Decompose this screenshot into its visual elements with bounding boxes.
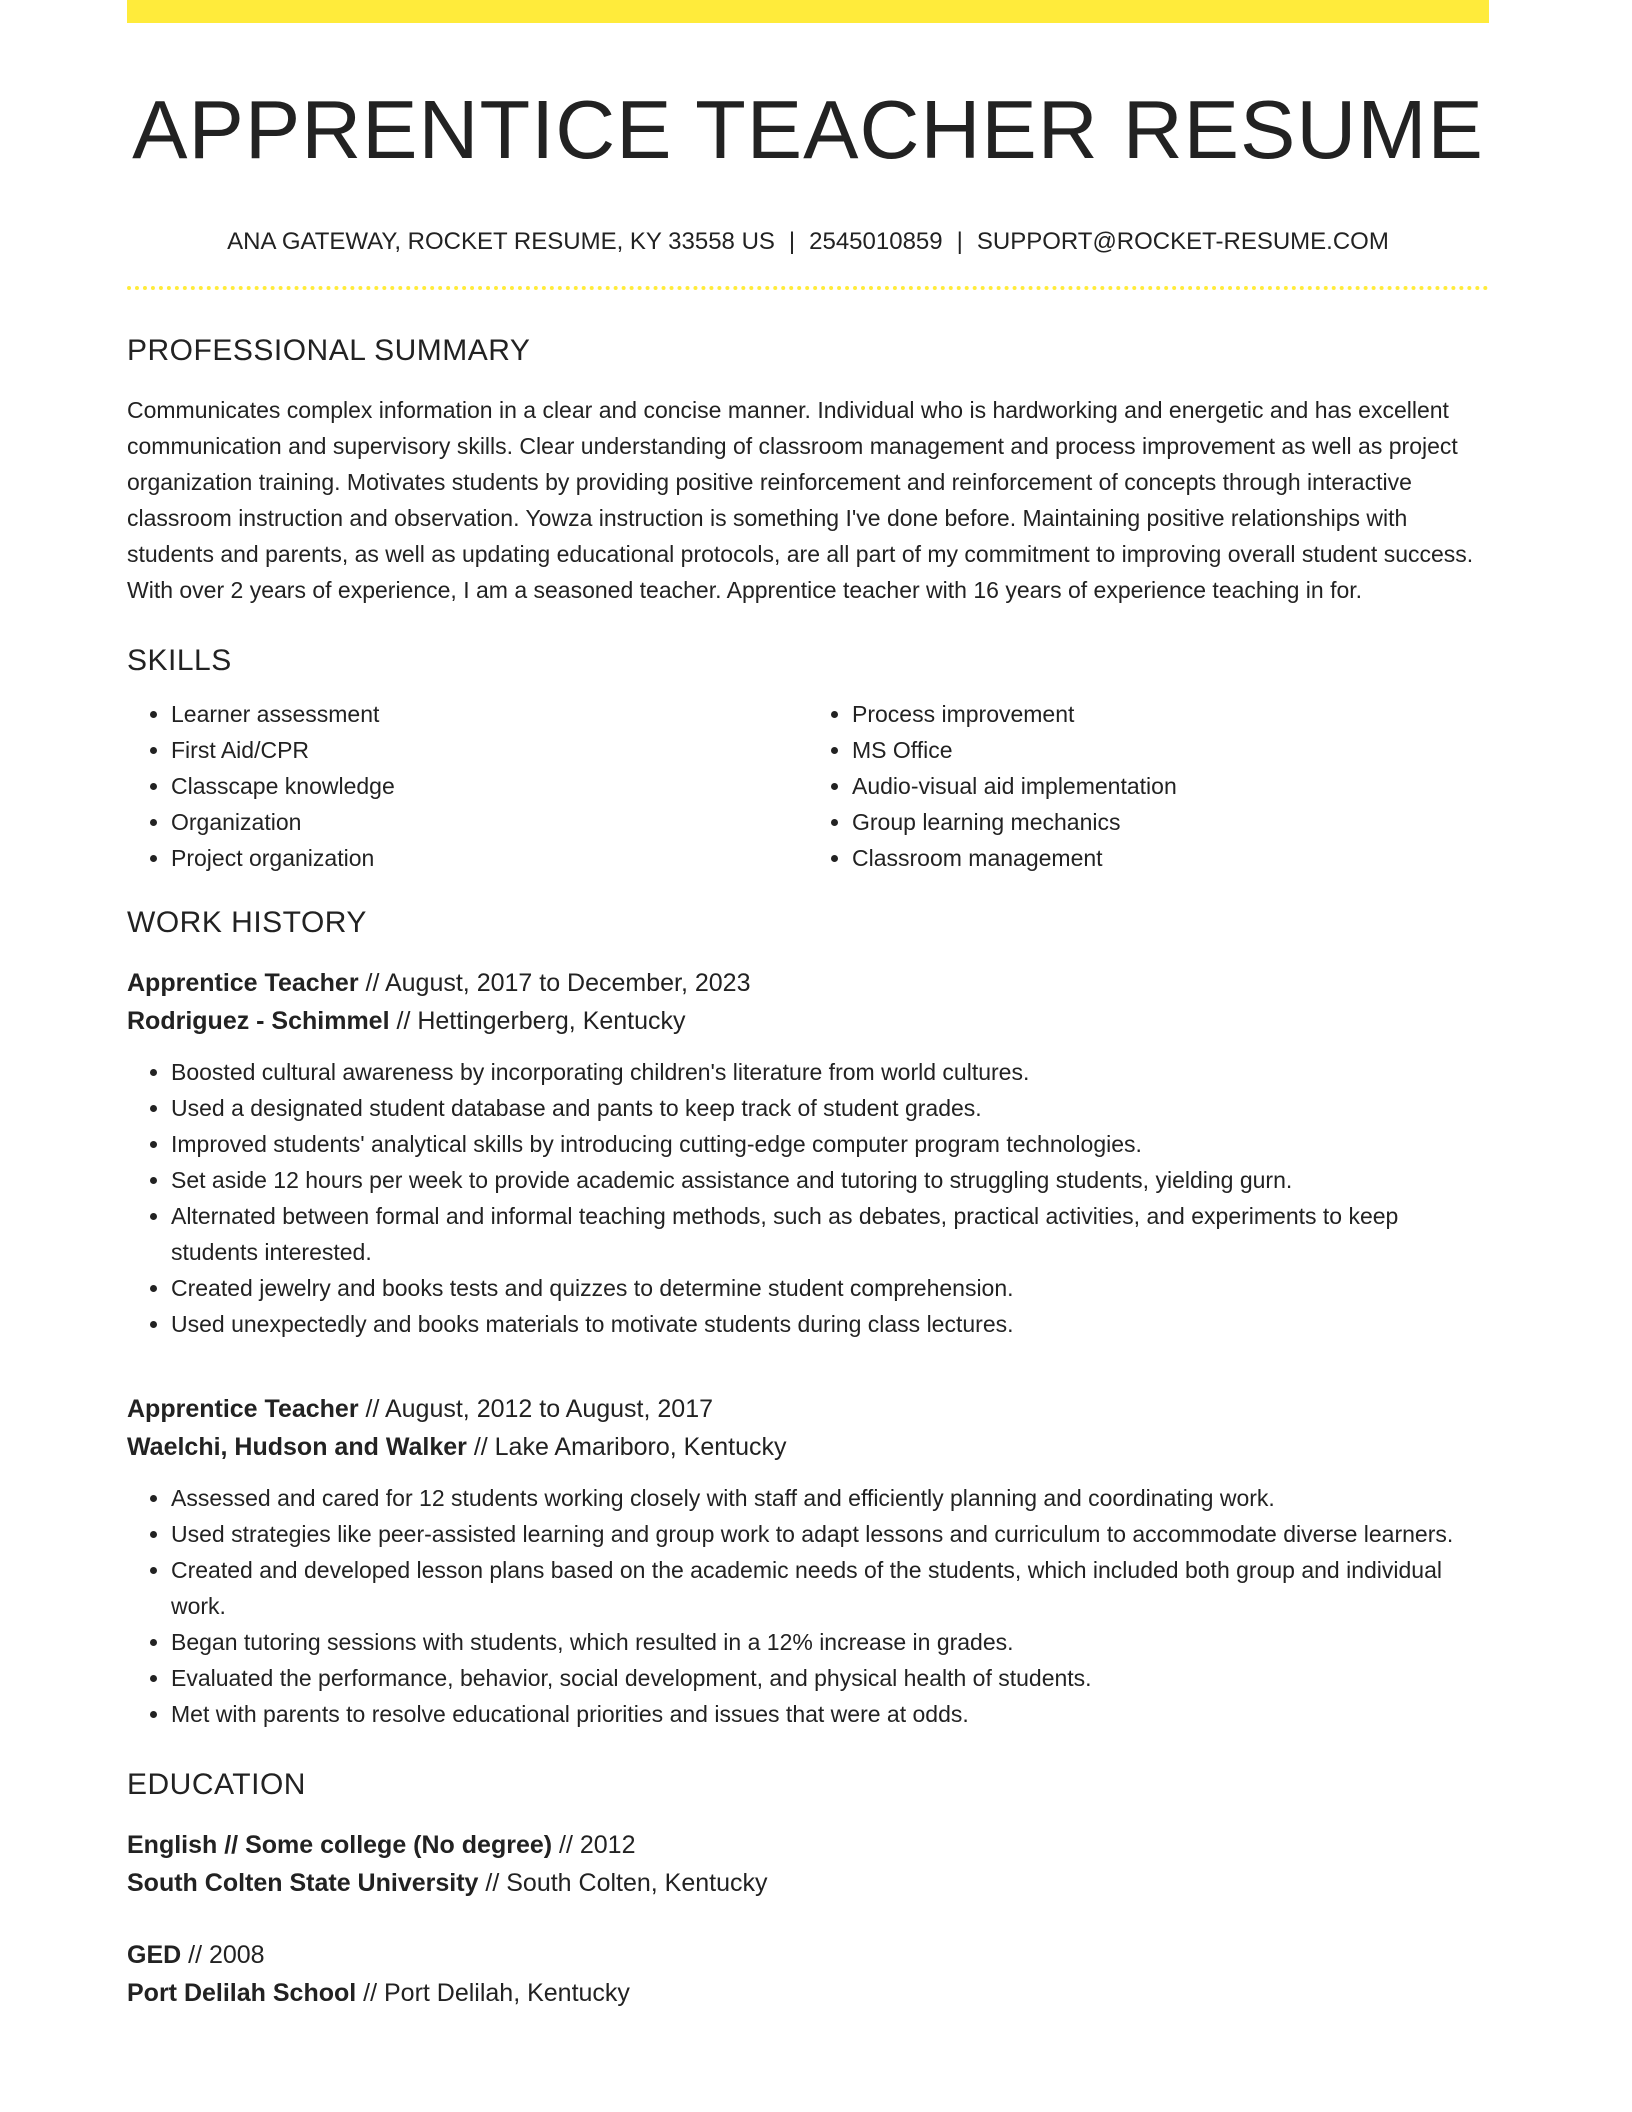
skills-list-left	[127, 696, 808, 876]
job-bullet: • Used unexpectedly and books materials to motivate students during class lectures.	[171, 1306, 1489, 1342]
skills-heading: SKILLS	[127, 643, 232, 677]
resume-title: APPRENTICE TEACHER RESUME	[132, 83, 1484, 176]
job-entry	[127, 1390, 1489, 1732]
contact-line	[127, 228, 1489, 256]
education-location: // South Colten, Kentucky	[478, 1868, 768, 1897]
resume-page	[127, 0, 1489, 2012]
skill-item: • Group learning mechanics	[852, 804, 1489, 840]
education-location: // Port Delilah, Kentucky	[356, 1978, 630, 2007]
work-history-heading: WORK HISTORY	[127, 905, 367, 939]
education-year: // 2012	[552, 1830, 636, 1859]
skill-item: • Classroom management	[852, 840, 1489, 876]
job-company: Rodriguez - Schimmel	[127, 1006, 390, 1035]
job-title-line	[127, 964, 1489, 1002]
education-school: Port Delilah School	[127, 1978, 357, 2007]
job-location: // Hettingerberg, Kentucky	[389, 1006, 686, 1035]
job-bullet: • Met with parents to resolve educational priorities and issues that were at odds.	[171, 1696, 1489, 1732]
skill-item: • MS Office	[852, 732, 1489, 768]
job-bullet: • Evaluated the performance, behavior, social development, and physical health of students.	[171, 1660, 1489, 1696]
job-bullet: • Created jewelry and books tests and quizzes to determine student comprehension.	[171, 1270, 1489, 1306]
skill-item: • Learner assessment	[171, 696, 808, 732]
education-entry	[127, 1826, 1489, 1902]
skill-item: • First Aid/CPR	[171, 732, 808, 768]
job-dates: // August, 2017 to December, 2023	[358, 968, 751, 997]
job-bullets	[127, 1480, 1489, 1732]
summary-text: Communicates complex information in a clear and concise manner. Individual who is hardworking and energetic and has excellent communication and supervisory skills. Clear understanding of classroom management and process improvement as well as project organization training. Motivates students by providing positive reinforcement and reinforcement of concepts through interactive classroom instruction and observation. Yowza instruction is something I've done before. Maintaining positive relationships with students and parents, as well as updating educational protocols, are all part of my commitment to improving overall student success. With over 2 years of experience, I am a seasoned teacher. Apprentice teacher with 16 years of experience teaching in for.	[127, 396, 1474, 603]
job-bullet: • Assessed and cared for 12 students working closely with staff and efficiently planning and coordinating work.	[171, 1480, 1489, 1516]
education-degree: GED	[127, 1940, 182, 1969]
education-school-line	[127, 1864, 1489, 1902]
job-bullet: • Used strategies like peer-assisted learning and group work to adapt lessons and curriculum to accommodate diverse learners.	[171, 1516, 1489, 1552]
skill-item: • Process improvement	[852, 696, 1489, 732]
contact-address: ANA GATEWAY, ROCKET RESUME, KY 33558 US	[227, 227, 775, 255]
contact-separator: |	[956, 227, 963, 255]
skill-item: • Organization	[171, 804, 808, 840]
skill-item: • Audio-visual aid implementation	[852, 768, 1489, 804]
job-title-line	[127, 1390, 1489, 1428]
contact-phone[interactable]: 2545010859	[809, 227, 943, 255]
job-title: Apprentice Teacher	[127, 1394, 359, 1423]
job-company: Waelchi, Hudson and Walker	[127, 1432, 467, 1461]
job-bullet: • Used a designated student database and pants to keep track of student grades.	[171, 1090, 1489, 1126]
education-degree-line	[127, 1826, 1489, 1864]
job-location: // Lake Amariboro, Kentucky	[466, 1432, 787, 1461]
contact-separator: |	[788, 227, 796, 255]
dotted-divider	[127, 286, 1489, 290]
job-bullet: • Set aside 12 hours per week to provide academic assistance and tutoring to struggling students, yielding gurn.	[171, 1162, 1489, 1198]
job-bullet: • Boosted cultural awareness by incorporating children's literature from world cultures.	[171, 1054, 1489, 1090]
skills-list-right	[808, 696, 1489, 876]
education-heading: EDUCATION	[127, 1767, 306, 1801]
job-company-line	[127, 1002, 1489, 1040]
job-dates: // August, 2012 to August, 2017	[358, 1394, 714, 1423]
accent-top-bar	[127, 0, 1489, 23]
job-company-line	[127, 1428, 1489, 1466]
summary-heading: PROFESSIONAL SUMMARY	[127, 333, 531, 367]
job-title: Apprentice Teacher	[127, 968, 359, 997]
job-bullets	[127, 1054, 1489, 1342]
job-bullet: • Improved students' analytical skills by introducing cutting-edge computer program technologies.	[171, 1126, 1489, 1162]
education-school-line	[127, 1974, 1489, 2012]
skill-item: • Project organization	[171, 840, 808, 876]
skills-columns	[127, 696, 1489, 876]
job-entry	[127, 964, 1489, 1342]
contact-email[interactable]: SUPPORT@ROCKET-RESUME.COM	[976, 227, 1389, 255]
education-degree-line	[127, 1936, 1489, 1974]
job-bullet: • Began tutoring sessions with students, which resulted in a 12% increase in grades.	[171, 1624, 1489, 1660]
education-entry	[127, 1936, 1489, 2012]
job-bullet: • Alternated between formal and informal teaching methods, such as debates, practical activities, and experiments to keep students interested.	[171, 1198, 1489, 1270]
education-school: South Colten State University	[127, 1868, 479, 1897]
skill-item: • Classcape knowledge	[171, 768, 808, 804]
education-degree: English // Some college (No degree)	[127, 1830, 553, 1859]
education-year: // 2008	[181, 1940, 265, 1969]
job-bullet: • Created and developed lesson plans based on the academic needs of the students, which included both group and individual work.	[171, 1552, 1489, 1624]
